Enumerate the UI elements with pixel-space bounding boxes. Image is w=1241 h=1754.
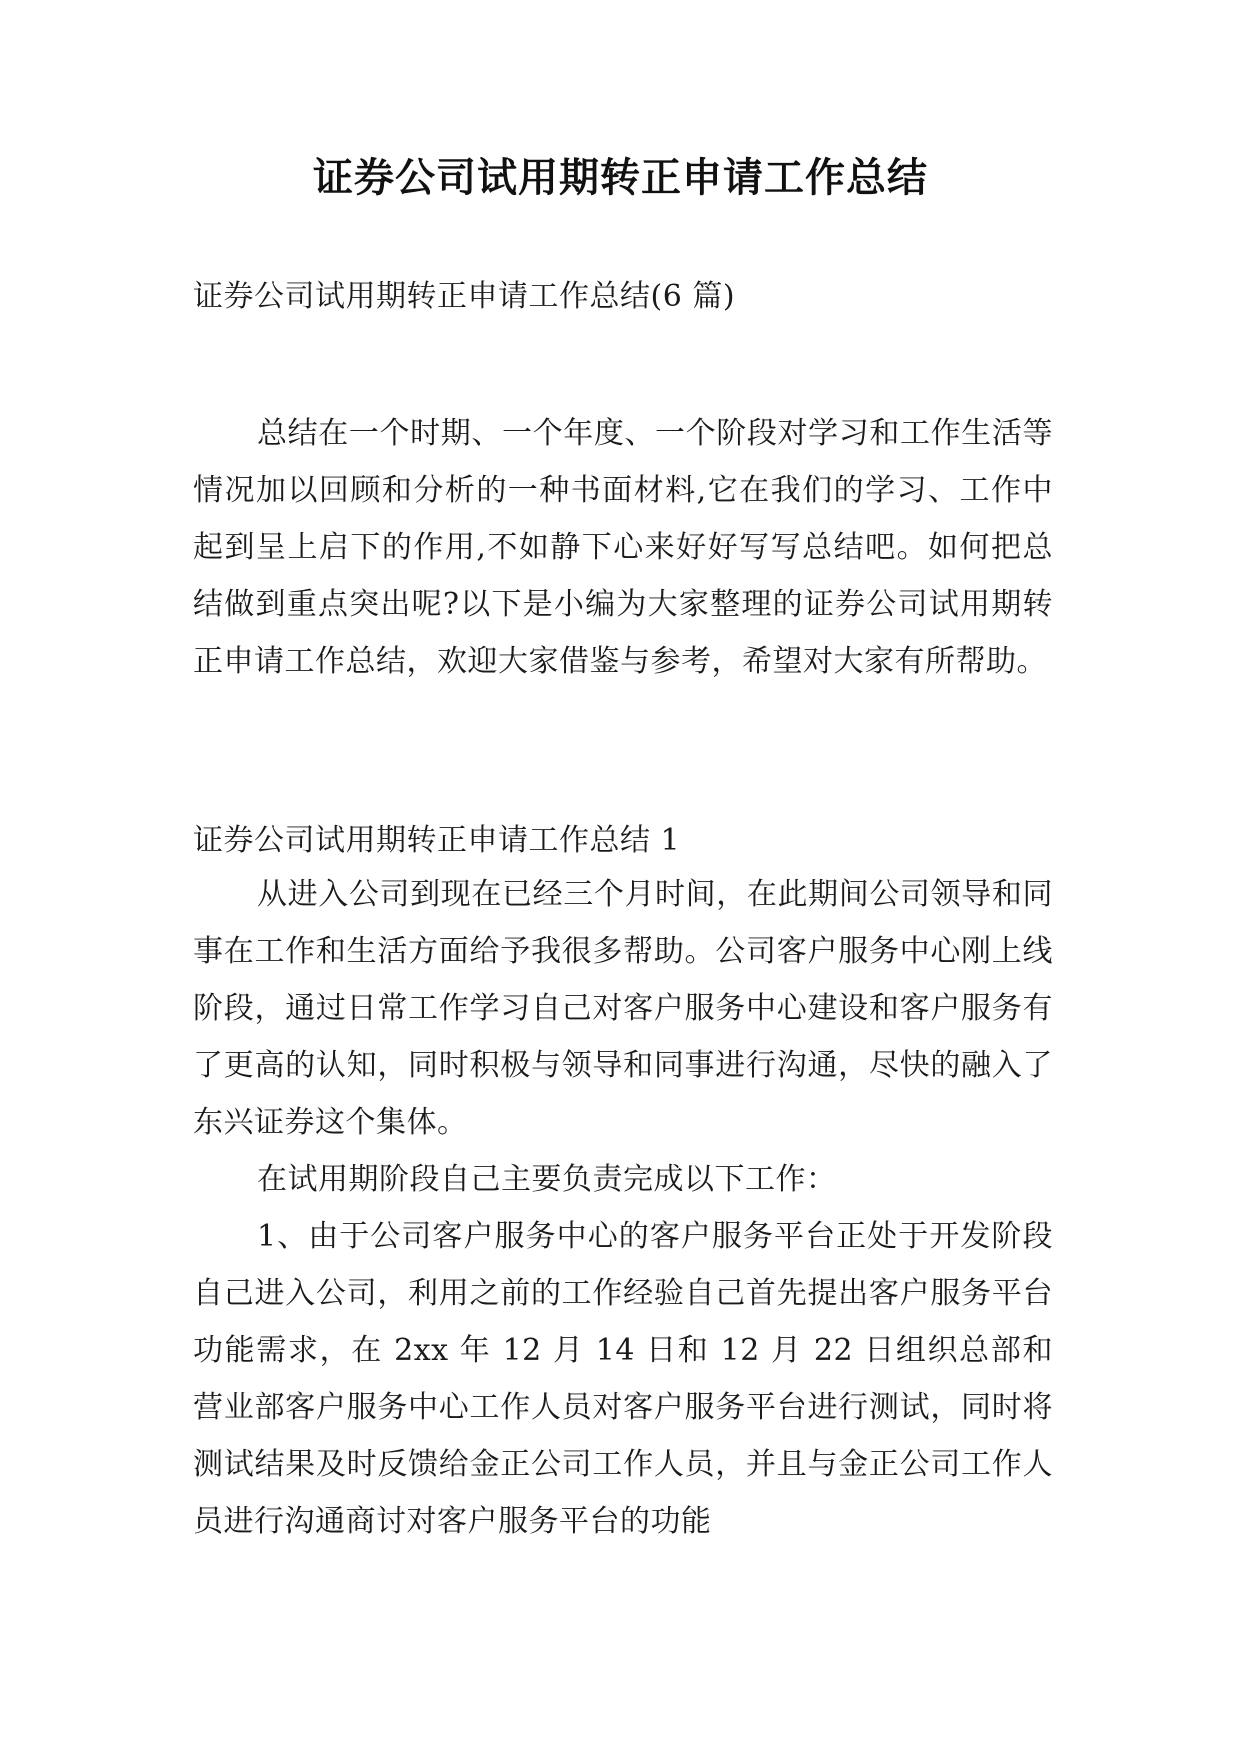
document-subtitle: 证券公司试用期转正申请工作总结(6 篇) (193, 279, 736, 314)
document-title: 证券公司试用期转正申请工作总结 (313, 155, 928, 201)
section-body (193, 866, 1053, 1550)
body-paragraph: 在试用期阶段自己主要负责完成以下工作： (257, 1162, 837, 1197)
intro-paragraph: 总结在一个时期、一个年度、一个阶段对学习和工作生活等情况加以回顾和分析的一种书面材料,它在我们的学习、工作中起到呈上启下的作用,不如静下心来好好写写总结吧。如何把总结做到重点突出呢?以下是小编为大家整理的证券公司试用期转正申请工作总结，欢迎大家借鉴与参考，希望对大家有所帮助。 (193, 416, 1053, 679)
body-paragraph: 从进入公司到现在已经三个月时间，在此期间公司领导和同事在工作和生活方面给予我很多帮助。公司客户服务中心刚上线阶段，通过日常工作学习自己对客户服务中心建设和客户服务有了更高的认知，同时积极与领导和同事进行沟通，尽快的融入了东兴证券这个集体。 (193, 877, 1053, 1140)
section-heading: 证券公司试用期转正申请工作总结 1 (193, 823, 681, 858)
body-paragraph: 1、由于公司客户服务中心的客户服务平台正处于开发阶段自己进入公司，利用之前的工作经验自己首先提出客户服务平台功能需求，在 2xx 年 12 月 14 日和 12 月 22 日组织总部和营业部客户服务中心工作人员对客户服务平台进行测试，同时将测试结果及时反馈给金正公司工作人员，并且与金正公司工作人员进行沟通商讨对客户服务平台的功能 (193, 1219, 1053, 1539)
